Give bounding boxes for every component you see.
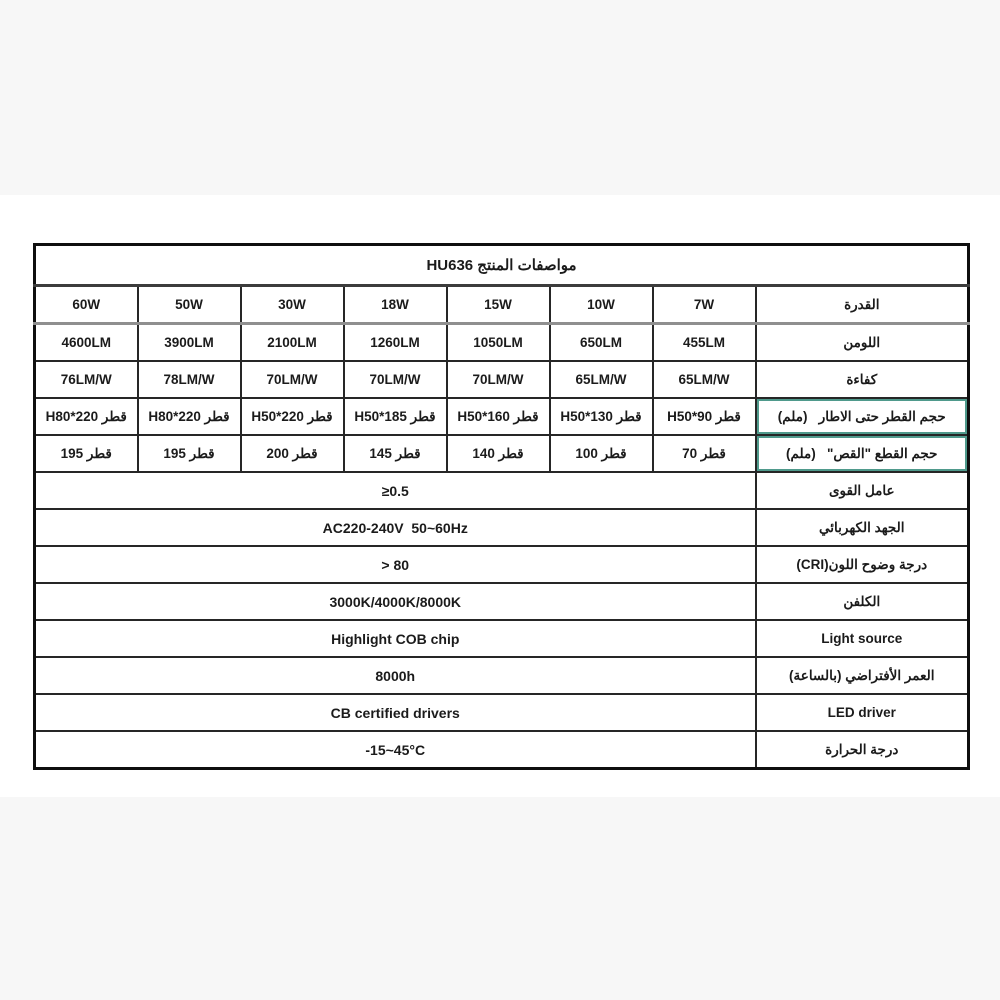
spec-merged-value: > 80 [35,546,756,583]
spec-label-cell-voltage: الجهد الكهربائي [756,509,969,546]
spec-value-cell: قطر H50*90 [653,398,756,435]
spec-value-cell: 60W [35,286,138,324]
spec-label-cell-cri: درجة وضوح اللون(CRI) [756,546,969,583]
spec-merged-value: ≥0.5 [35,472,756,509]
table-row-efficiency [35,361,969,398]
spec-value-cell: قطر 195 [138,435,241,472]
spec-value-cell: 3900LM [138,324,241,362]
table-row-lifespan [35,657,969,694]
table-row-temperature [35,731,969,769]
spec-value-cell: 65LM/W [653,361,756,398]
spec-value-cell: قطر 140 [447,435,550,472]
spec-value-cell: 30W [241,286,344,324]
table-row-light-source [35,620,969,657]
spec-value-cell: 4600LM [35,324,138,362]
spec-value-cell: 78LM/W [138,361,241,398]
spec-value-cell: قطر 145 [344,435,447,472]
table-row-power-factor [35,472,969,509]
spec-value-cell: 1050LM [447,324,550,362]
spec-label-cell-temperature: درجة الحرارة [756,731,969,769]
spec-merged-value: 3000K/4000K/8000K [35,583,756,620]
spec-value-cell: 76LM/W [35,361,138,398]
spec-merged-value: AC220-240V 50~60Hz [35,509,756,546]
table-row-cutout-size [35,435,969,472]
spec-value-cell: 2100LM [241,324,344,362]
spec-label-cell-led-driver: LED driver [756,694,969,731]
spec-value-cell: 7W [653,286,756,324]
product-spec-table [33,243,970,770]
spec-label-cell-lumen: اللومن [756,324,969,362]
spec-value-cell: قطر H50*220 [241,398,344,435]
spec-value-cell: قطر H50*160 [447,398,550,435]
spec-value-cell: قطر 100 [550,435,653,472]
spec-value-cell: قطر H50*185 [344,398,447,435]
table-row-power [35,286,969,324]
spec-merged-value: 8000h [35,657,756,694]
table-row-cri [35,546,969,583]
table-row-voltage [35,509,969,546]
spec-value-cell: 18W [344,286,447,324]
spec-merged-value: -15~45°C [35,731,756,769]
spec-value-cell: 10W [550,286,653,324]
spec-label-cell-lifespan: العمر الأفتراضي (بالساعة) [756,657,969,694]
spec-value-cell: قطر 200 [241,435,344,472]
spec-label-cell-power: القدرة [756,286,969,324]
table-row-kelvin [35,583,969,620]
spec-label-cell-power-factor: عامل القوى [756,472,969,509]
table-row-led-driver [35,694,969,731]
spec-merged-value: Highlight COB chip [35,620,756,657]
spec-value-cell: قطر 195 [35,435,138,472]
spec-label-cell-kelvin: الكلفن [756,583,969,620]
table-row-lumen [35,324,969,362]
spec-value-cell: 1260LM [344,324,447,362]
table-title: مواصفات المنتج HU636 [35,245,969,286]
spec-value-cell: 650LM [550,324,653,362]
spec-value-cell: 70LM/W [447,361,550,398]
spec-value-cell: قطر H50*130 [550,398,653,435]
spec-value-cell: 70LM/W [241,361,344,398]
spec-label-cell-light-source: Light source [756,620,969,657]
content-card [0,195,1000,797]
spec-label-cell-efficiency: كفاءة [756,361,969,398]
spec-value-cell: قطر H80*220 [138,398,241,435]
spec-value-cell: قطر H80*220 [35,398,138,435]
spec-value-cell: قطر 70 [653,435,756,472]
spec-value-cell: 70LM/W [344,361,447,398]
spec-merged-value: CB certified drivers [35,694,756,731]
table-row-frame-size [35,398,969,435]
spec-label-cell-frame-size: حجم القطر حتى الاطار (ملم) [756,398,969,435]
spec-value-cell: 50W [138,286,241,324]
spec-value-cell: 15W [447,286,550,324]
table-title-row [35,245,969,286]
spec-value-cell: 455LM [653,324,756,362]
spec-value-cell: 65LM/W [550,361,653,398]
spec-label-cell-cutout-size: حجم القطع "القص" (ملم) [756,435,969,472]
